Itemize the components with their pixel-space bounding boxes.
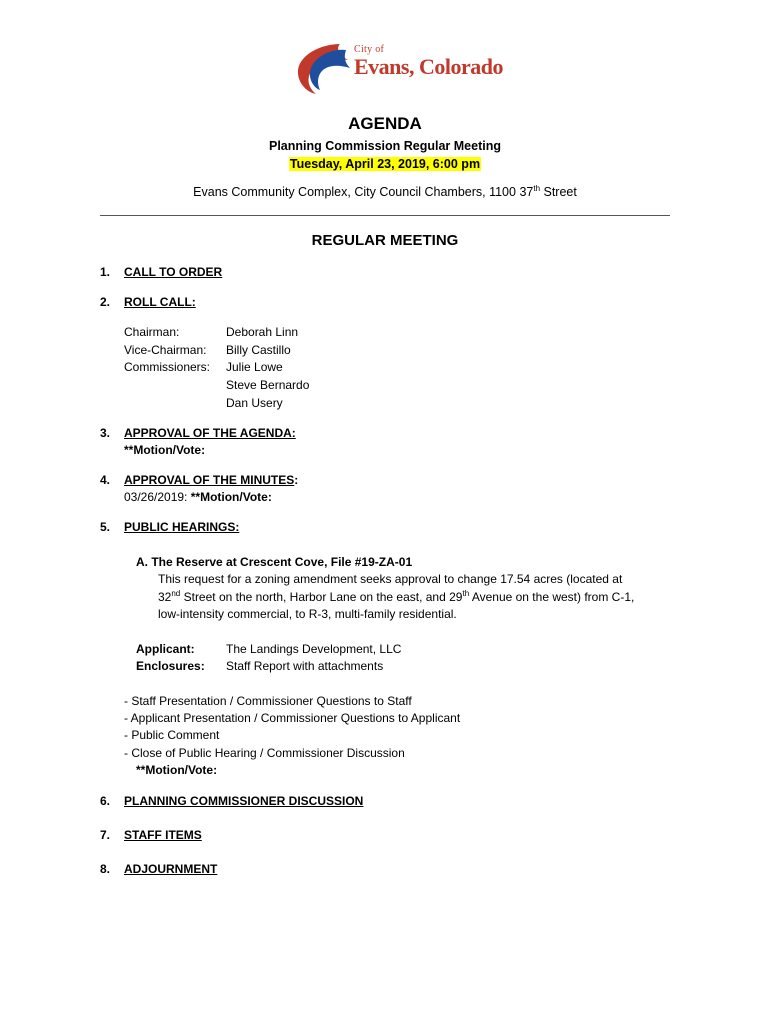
roll-role: Chairman:	[124, 325, 180, 339]
logo-city-of: City of	[354, 44, 385, 55]
city-logo	[292, 40, 503, 98]
agenda-item-commissioner-discussion	[100, 794, 363, 808]
item-label: PLANNING COMMISSIONER DISCUSSION	[124, 794, 364, 808]
location-text: Evans Community Complex, City Council Chambers, 1100 37	[193, 185, 534, 200]
item-label: STAFF ITEMS	[124, 828, 202, 842]
desc-sup: nd	[171, 589, 181, 598]
item-label: ROLL CALL:	[124, 295, 196, 309]
agenda-item-call-to-order	[100, 265, 222, 279]
roll-name: Steve Bernardo	[226, 378, 310, 392]
item-label: APPROVAL OF THE MINUTES	[124, 473, 295, 487]
desc-part: Avenue on the west) from C-1,	[469, 590, 635, 604]
agenda-item-approval-minutes	[100, 473, 298, 487]
item-label: ADJOURNMENT	[124, 862, 218, 876]
logo-city-name: Evans, Colorado	[354, 54, 503, 79]
roll-name: Billy Castillo	[226, 343, 291, 357]
item-number: 1.	[100, 265, 111, 279]
hearing-step: - Staff Presentation / Commissioner Questions to Staff	[124, 694, 412, 708]
location-text-end: Street	[540, 185, 577, 200]
meeting-date	[0, 157, 770, 171]
agenda-item-roll-call	[100, 295, 196, 309]
item-number: 3.	[100, 426, 111, 440]
agenda-item-staff-items	[100, 828, 202, 842]
desc-part: 32	[158, 590, 172, 604]
agenda-item-adjournment	[100, 862, 217, 876]
hearing-title: A. The Reserve at Crescent Cove, File #19-ZA-01	[136, 555, 413, 569]
applicant-value: The Landings Development, LLC	[226, 642, 402, 656]
enclosures-value: Staff Report with attachments	[226, 659, 384, 673]
swoosh-icon	[292, 40, 354, 98]
item-label: PUBLIC HEARINGS:	[124, 520, 240, 534]
hearing-step: - Applicant Presentation / Commissioner Questions to Applicant	[124, 711, 461, 725]
motion-vote: **Motion/Vote:	[190, 490, 272, 504]
motion-vote: **Motion/Vote:	[124, 443, 206, 457]
roll-name: Deborah Linn	[226, 325, 299, 339]
item-number: 2.	[100, 295, 111, 309]
section-title: REGULAR MEETING	[311, 232, 459, 249]
desc-part: Street on the north, Harbor Lane on the east, and 29	[180, 590, 463, 604]
minutes-line	[124, 490, 272, 504]
hearing-desc-line: low-intensity commercial, to R-3, multi-family residential.	[158, 607, 457, 621]
motion-vote: **Motion/Vote:	[136, 763, 218, 777]
agenda-item-approval-agenda	[100, 426, 296, 440]
meeting-date-text: Tuesday, April 23, 2019, 6:00 pm	[289, 157, 481, 171]
meeting-location	[0, 184, 770, 199]
item-number: 6.	[100, 794, 111, 808]
applicant-label: Applicant:	[136, 642, 195, 656]
enclosures-label: Enclosures:	[136, 659, 205, 673]
item-number: 5.	[100, 520, 111, 534]
roll-name: Dan Usery	[226, 396, 283, 410]
hearing-desc-line	[158, 589, 634, 604]
item-suffix: :	[294, 473, 299, 487]
hearing-desc-line: This request for a zoning amendment seeks approval to change 17.54 acres (located at	[158, 572, 623, 586]
location-sup: th	[533, 184, 541, 193]
minutes-date: 03/26/2019:	[124, 490, 191, 504]
item-number: 8.	[100, 862, 111, 876]
agenda-item-public-hearings	[100, 520, 239, 534]
page-title: AGENDA	[348, 114, 422, 133]
desc-sup: th	[462, 589, 470, 598]
item-number: 7.	[100, 828, 111, 842]
item-label: APPROVAL OF THE AGENDA:	[124, 426, 296, 440]
roll-role: Commissioners:	[124, 360, 211, 374]
hearing-step: - Public Comment	[124, 728, 220, 742]
divider	[100, 215, 670, 216]
roll-role: Vice-Chairman:	[124, 343, 207, 357]
roll-name: Julie Lowe	[226, 360, 283, 374]
item-number: 4.	[100, 473, 111, 487]
hearing-step: - Close of Public Hearing / Commissioner Discussion	[124, 746, 405, 760]
meeting-name: Planning Commission Regular Meeting	[269, 139, 501, 153]
item-label: CALL TO ORDER	[124, 265, 223, 279]
